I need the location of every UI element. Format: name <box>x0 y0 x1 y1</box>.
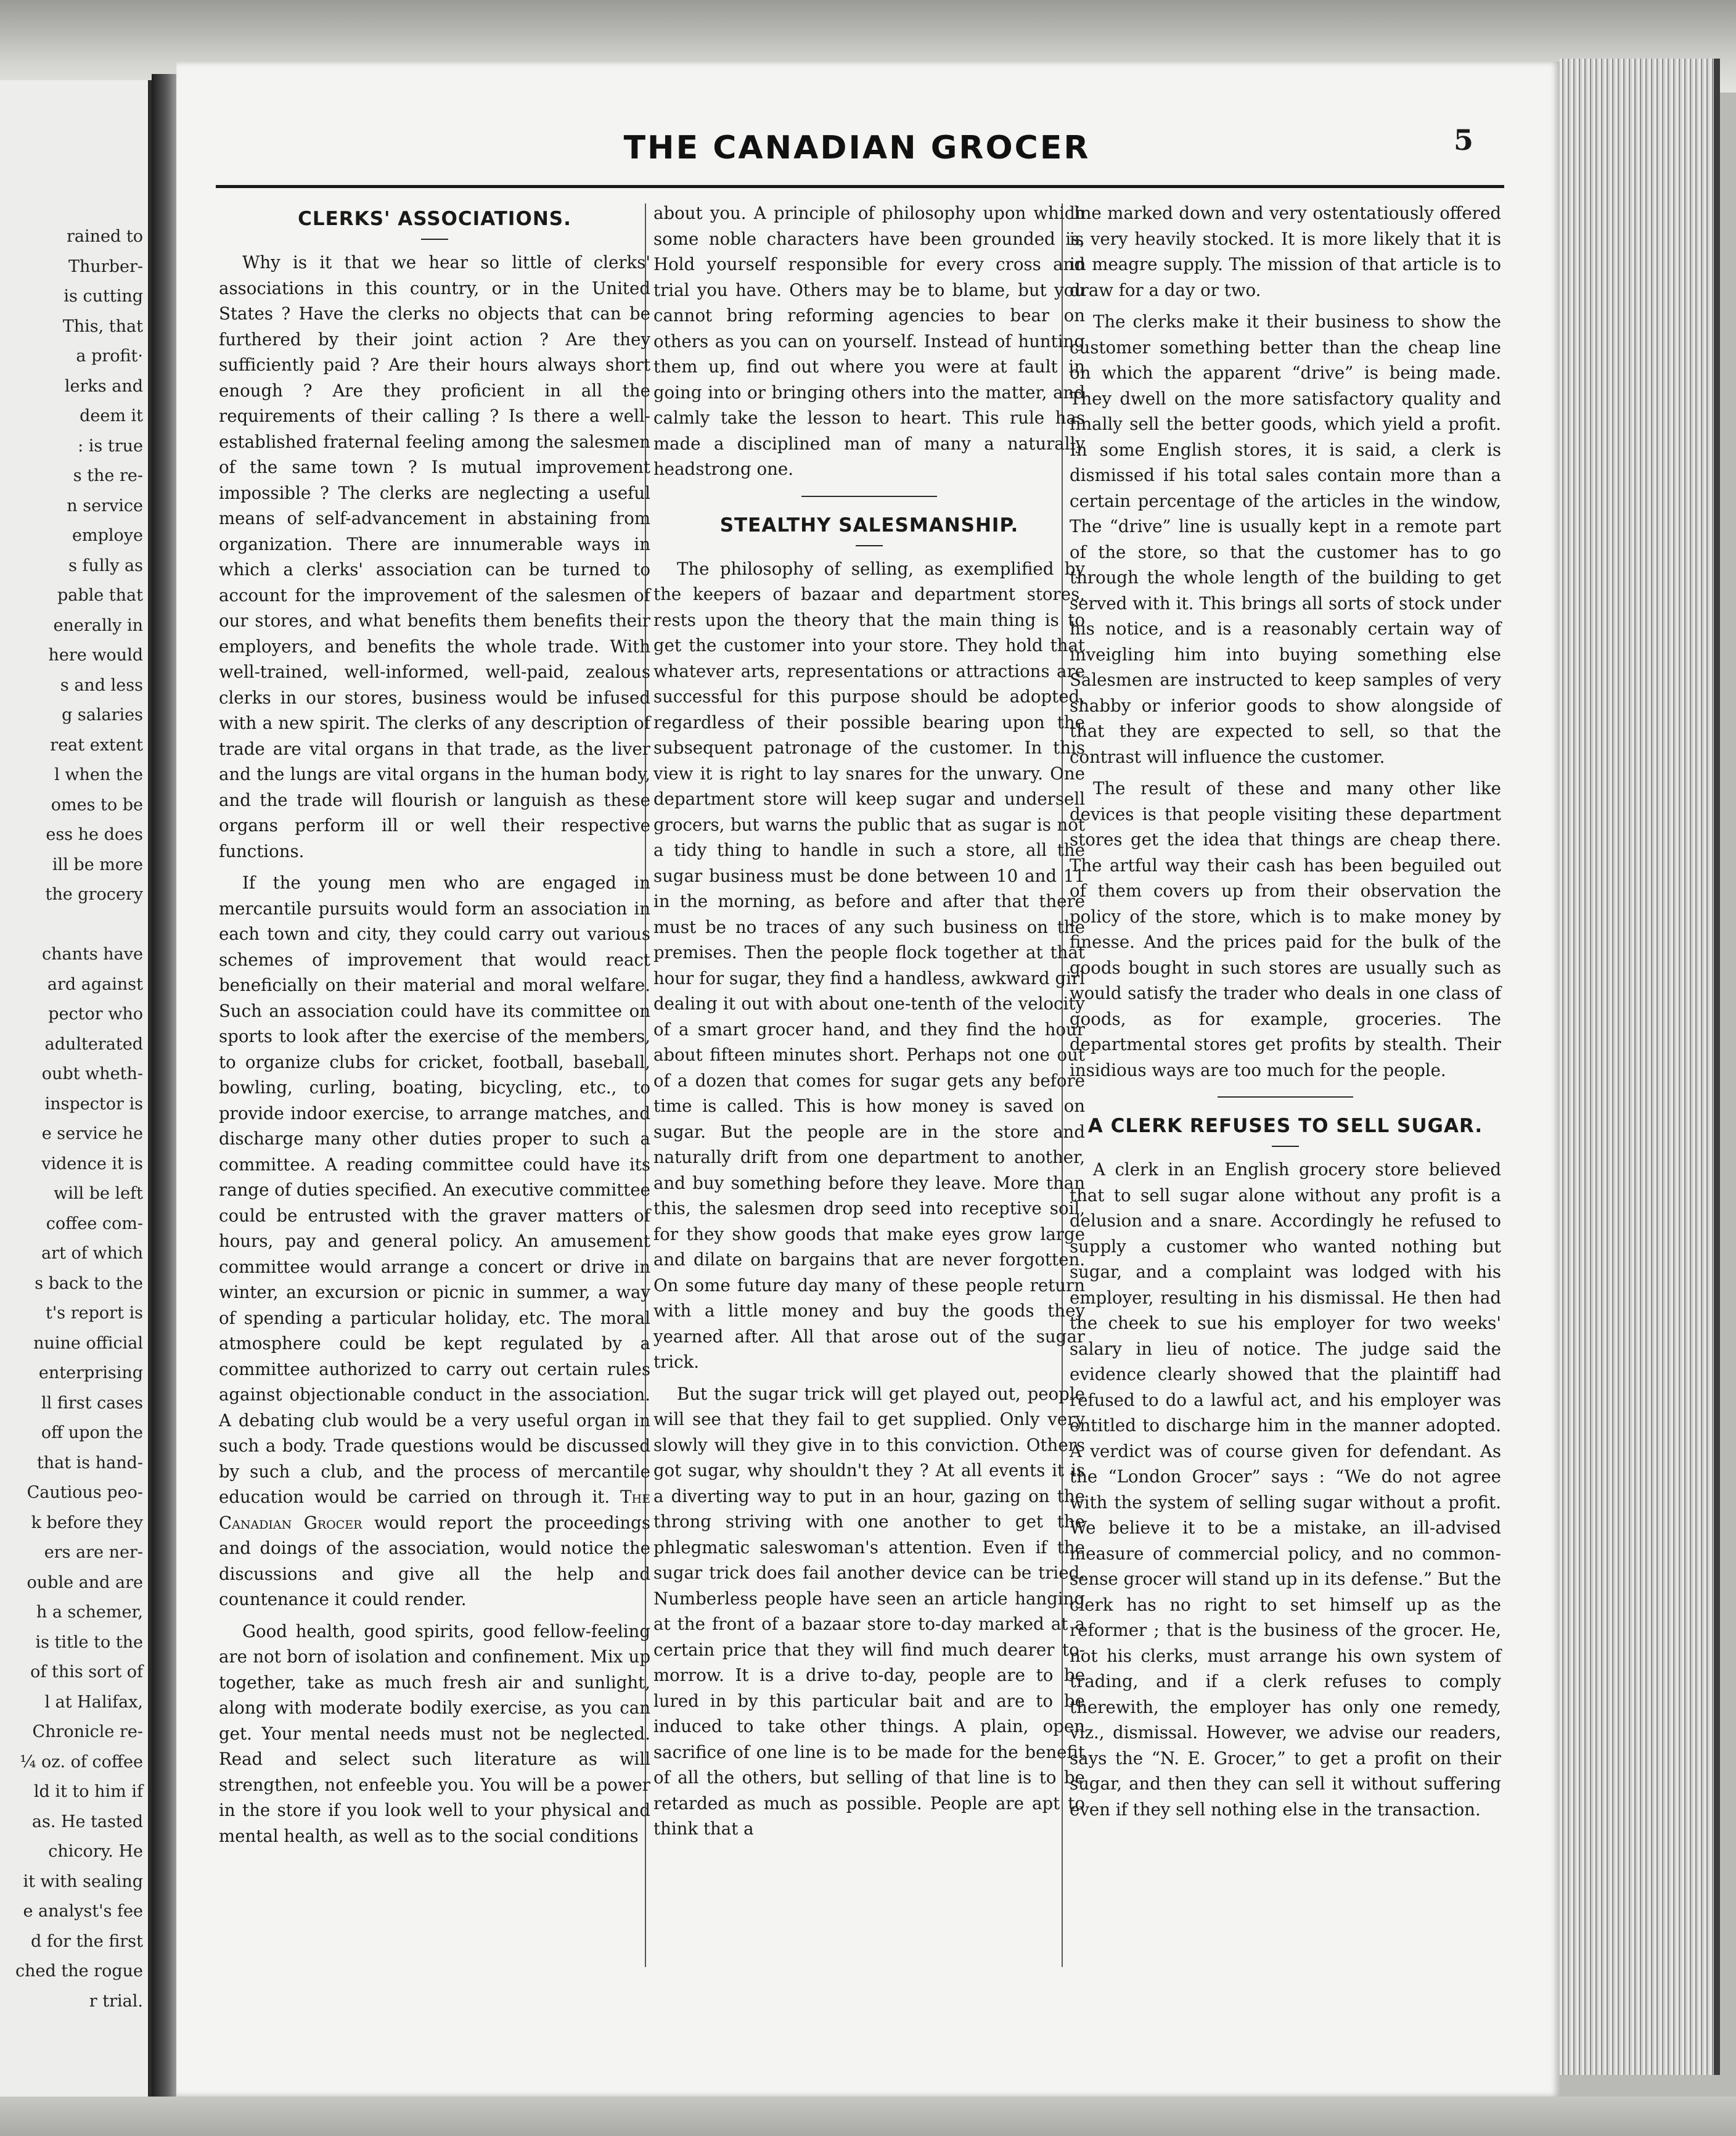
previous-page-line: as. He tasted <box>31 1812 143 1831</box>
previous-page-line: that is hand- <box>36 1453 143 1473</box>
article-paragraph-continued: about you. A principle of philosophy upon which some noble characters have been grounded is, Hold yourself responsible for every cross and trial you have. Others may be to blame, but you cannot bring reforming agencies to bear on others as you can on yourself. Instead of hunting them up, find out where you were at fault in going into or bringing others into the matter, and calmly take the lesson to heart. This rule has made a disciplined man of many a naturally headstrong one. <box>653 203 1085 479</box>
previous-page-line: chants have <box>41 945 143 964</box>
previous-page-line: rained to <box>67 227 143 246</box>
previous-page-line: off upon the <box>41 1423 143 1442</box>
previous-page-line: the grocery <box>45 885 143 904</box>
previous-page-line: g salaries <box>62 705 143 725</box>
previous-page-line: : is true <box>78 436 143 456</box>
previous-page-line: e service he <box>41 1124 143 1143</box>
previous-page-line: of this sort of <box>30 1662 143 1682</box>
previous-page-line: ess he does <box>46 825 143 844</box>
previous-page-line: Thurber- <box>68 257 143 276</box>
previous-page-line: vidence it is <box>41 1154 143 1173</box>
previous-page-line: nuine official <box>33 1333 143 1353</box>
previous-page-line: deem it <box>80 406 143 425</box>
scanner-bottom-background <box>0 2097 1736 2136</box>
masthead-title: THE CANADIAN GROCER <box>623 129 1091 166</box>
book-gutter <box>152 74 176 2103</box>
previous-page-line: l at Halifax, <box>44 1692 143 1712</box>
article-paragraph: Why is it that we hear so little of clerks' associations in this country, or in the United States ? Have the clerks no objects that can be furthered by their joint action ? Are they sufficiently paid ? Are their hours always short enough ? Are they proficient in all the requirements of their calling ? Is there a well-established fraternal feeling among the salesmen of the same town ? Is mutual improvement impossible ? The clerks are neglecting a useful means of self-advancement in abstaining from organization. There are innumerable ways in which a clerks' association can be turned to account for the improvement of the salesmen of our stores, and what benefits them benefits their employers, and benefits the whole trade. With well-trained, well-informed, well-paid, zealous clerks in our stores, business would be infused with a new spirit. The clerks of any description of trade are vital organs in that trade, as the liver and the lungs are vital organs in the human body, and the trade will flourish or languish as these organs perform ill or well their respective functions. <box>219 252 650 861</box>
article-heading-clerk-refuses: A CLERK REFUSES TO SELL SUGAR. <box>1070 1112 1501 1147</box>
previous-page-line: e analyst's fee <box>23 1902 143 1921</box>
previous-page-line: r trial. <box>89 1991 143 2011</box>
previous-page-line: oubt wheth- <box>41 1064 143 1083</box>
article-paragraph: A clerk in an English grocery store believed that to sell sugar alone without any profit is a delusion and a snare. Accordingly he refused to supply a customer who wanted nothing but sugar, and a complaint was lodged with his employer, resulting in his dismissal. He then had the cheek to sue his employer for two weeks' salary in lieu of notice. The judge said the evidence clearly showed that the plaintiff had refused to do a lawful act, and his employer was entitled to discharge him in the manner adopted. A verdict was of course given for defendant. As the “London Grocer” says : “We do not agree with the system of selling sugar without a profit. We believe it to be a mistake, an ill-advised measure of commercial policy, and no common-sense grocer will stand up in its defense.” But the clerk has no right to set himself up as the reformer ; that is the business of the grocer. He, not his clerks, must arrange his own system of trading, and if a clerk refuses to comply therewith, the employer has only one remedy, viz., dismissal. However, we advise our readers, says the “N. E. Grocer,” to get a profit on their sugar, and then they can sell it without suffering even if they sell nothing else in the transaction. <box>1070 1159 1501 1820</box>
previous-page-line: enterprising <box>38 1363 143 1382</box>
article-paragraph: The result of these and many other like devices is that people visiting these department stores get the idea that things are cheap there. The artful way their cash has been beguiled out of them covers up from their observation the policy of the store, which is to make money by finesse. And the prices paid for the bulk of the goods bought in such stores are usually such as would satisfy the trader who deals in one class of goods, as for example, groceries. The departmental stores get profits by stealth. Their insidious ways are too much for the people. <box>1070 778 1501 1080</box>
article-paragraph: The philosophy of selling, as exemplified by the keepers of bazaar and department stores, rests upon the theory that the main thing is to get the customer into your store. They hold that whatever arts, representations or attractions are successful for this purpose should be adopted, regardless of their possible bearing upon the subsequent patronage of the customer. In this view it is right to lay snares for the unwary. One department store will keep sugar and undersell grocers, but warns the public that as sugar is not a tidy thing to handle in such a store, all the sugar business must be done between 10 and 11 in the morning, as before and after that there must be no traces of any such business on the premises. Then the people flock together at that hour for sugar, they find a handless, awkward girl dealing it out with about one-tenth of the velocity of a smart grocer hand, and they find the hour about fifteen minutes short. Perhaps not one out of a dozen that comes for sugar gets any before time is called. This is how money is saved on sugar. But the people are in the store and naturally drift from one department to another, and buy something before they leave. More than this, the salesmen drop seed into receptive soil, for they show goods that make eyes grow large and dilate on bargains that are never forgotten. On some future day many of these people return with a little money and buy the goods they yearned after. All that arose out of the sugar trick. <box>653 558 1085 1372</box>
previous-page-line: Chronicle re- <box>32 1722 143 1741</box>
previous-page-line: n service <box>67 496 143 516</box>
previous-page-line: enerally in <box>53 615 143 635</box>
book-page-edges <box>1560 59 1720 2075</box>
previous-page-line: art of which <box>41 1244 143 1263</box>
previous-page-line: s fully as <box>68 556 143 575</box>
article-paragraph: Good health, good spirits, good fellow-feeling are not born of isolation and confinement. Mix up together, take as much fresh air and sunlight, along with moderate bodily exercise, as you can get. Your mental needs must not be neglected. Read and select such literature as will strengthen, not enfeeble you. You will be a power in the store if you look well to your physical and mental health, as well as to the social conditions <box>219 1620 650 1846</box>
previous-page-line: inspector is <box>44 1094 143 1114</box>
previous-page-line: will be left <box>54 1184 143 1203</box>
previous-page-line: omes to be <box>51 795 143 815</box>
previous-page-line: h a schemer, <box>36 1603 143 1622</box>
masthead-rule <box>216 185 1504 188</box>
previous-page-line: k before they <box>31 1513 143 1532</box>
publication-name: The Canadian Grocer <box>219 1487 650 1533</box>
previous-page-line: d for the first <box>30 1931 143 1951</box>
previous-page-line: is title to the <box>35 1632 143 1652</box>
column-1 <box>219 200 650 1855</box>
previous-page-line: pector who <box>48 1004 143 1024</box>
previous-page-line: ll first cases <box>41 1393 143 1413</box>
previous-page-line: ers are ner- <box>44 1543 143 1562</box>
previous-page-line: adulterated <box>44 1034 143 1054</box>
previous-page-line: ill be more <box>52 855 143 874</box>
previous-page-line: here would <box>48 646 143 665</box>
section-divider <box>801 496 937 497</box>
page-number: 5 <box>1454 123 1474 157</box>
previous-page-line: a profit· <box>76 347 143 366</box>
article-heading-stealthy-salesmanship: STEALTHY SALESMANSHIP. <box>653 512 1085 546</box>
previous-page-line: ¼ oz. of coffee <box>20 1752 143 1772</box>
previous-page-line: is cutting <box>63 287 143 306</box>
previous-page-line: This, that <box>62 316 143 336</box>
paragraph-text: would report the proceedings and doings of the association, would notice the discussions and give all the help and countenance it could render. <box>219 1512 650 1609</box>
previous-page-line: s back to the <box>35 1273 143 1293</box>
previous-page-line: ouble and are <box>27 1572 143 1592</box>
previous-page-line: lerks and <box>64 376 143 396</box>
previous-page-line: chicory. He <box>48 1842 143 1861</box>
previous-page-line: employe <box>72 526 143 545</box>
column-2 <box>653 200 1085 1848</box>
paragraph-text: If the young men who are engaged in mercantile pursuits would form an association in each town and city, they could carry out various schemes of improvement that would react beneficially on their material and moral welfare. Such an association could have its committee on sports to look after the exercise of the members, to organize clubs for cricket, football, baseball, bowling, curling, boating, bicycling, etc., to provide indoor exercise, to arrange matches, and discharge many other duties proper to such a committee. A reading committee could have its range of duties specified. An executive committee could be entrusted with the graver matters of hours, pay and general policy. An amusement committee would arrange a concert or drive in winter, an excursion or picnic in summer, a way of spending a particular holiday, etc. The moral atmosphere could be kept regulated by a committee authorized to carry out certain rules against objectionable conduct in the association. A debating club would be a very useful organ in such a body. Trade questions would be discussed by such a club, and the process of mercantile education would be carried on through it. <box>219 873 650 1507</box>
section-divider <box>1218 1096 1353 1098</box>
column-3 <box>1070 200 1501 1828</box>
previous-page-line: Cautious peo- <box>27 1483 143 1502</box>
article-paragraph <box>219 870 650 1612</box>
previous-page-line: pable that <box>57 586 143 605</box>
previous-page-line: ld it to him if <box>33 1782 143 1801</box>
previous-page-line: reat extent <box>50 735 143 755</box>
previous-page-line: ard against <box>47 974 143 994</box>
article-heading-clerks-associations: CLERKS' ASSOCIATIONS. <box>219 205 650 240</box>
previous-page-line: coffee com- <box>46 1214 143 1233</box>
previous-page-line: l when the <box>54 765 143 784</box>
article-paragraph-continued: line marked down and very ostentatiously offered is very heavily stocked. It is more likely that it is in meagre supply. The mission of that article is to draw for a day or two. <box>1070 203 1501 300</box>
article-paragraph: The clerks make it their business to show the customer something better than the cheap line on which the apparent “drive” is being made. They dwell on the more satisfactory quality and finally sell the better goods, which yield a profit. In some English stores, it is said, a clerk is dismissed if his total sales contain more than a certain percentage of the articles in the window, The “drive” line is usually kept in a remote part of the store, so that the customer has to go through the whole length of the building to get served with it. This brings all sorts of stock under his notice, and is a reasonably certain way of inveigling him into buying something else Salesmen are instructed to keep samples of very shabby or inferior goods to show alongside of that they are expected to sell, so that the contrast will influence the customer. <box>1070 311 1501 767</box>
article-paragraph: But the sugar trick will get played out, people will see that they fail to get supplied. Only very slowly will they give in to this conviction. Others got sugar, why shouldn't they ? At all events it is a diverting way to put in an hour, gazing on the throng striving with one another to get the phlegmatic saleswoman's attention. Even if the sugar trick does fail another device can be tried. Numberless people have seen an article hanging at the front of a bazaar store to-day marked at a certain price that they will find much dearer to-morrow. It is a drive to-day, people are to be lured in by this particular bait and are to be induced to take other things. A plain, open sacrifice of one line is to be made for the benefit of all the others, but selling of that line is to be retarded as much as possible. People are apt to think that a <box>653 1383 1085 1839</box>
previous-page-edge <box>0 80 152 2097</box>
previous-page-line: t's report is <box>46 1304 143 1323</box>
previous-page-line: it with sealing <box>23 1871 143 1891</box>
previous-page-line: s and less <box>60 675 143 695</box>
previous-page-line: s the re- <box>73 466 143 485</box>
previous-page-line: ched the rogue <box>15 1961 143 1981</box>
